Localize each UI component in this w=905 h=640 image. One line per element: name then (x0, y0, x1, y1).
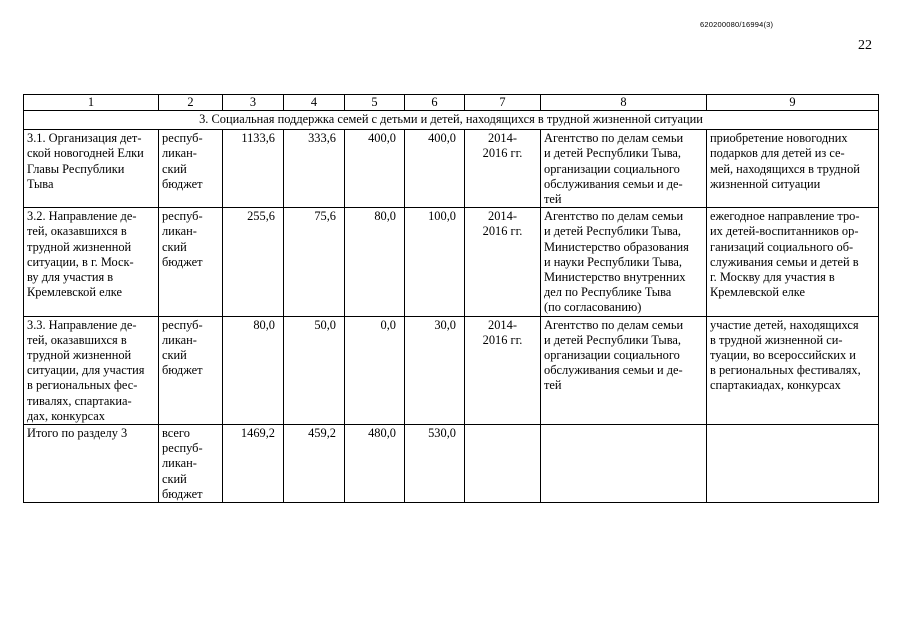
executors: Агентство по делам семьи и детей Республики Тыва, организации социального обслуживания семьи и де- тей (541, 316, 707, 424)
amount-2016: 100,0 (405, 208, 465, 316)
total-amount: 80,0 (223, 316, 284, 424)
amount-2015: 80,0 (345, 208, 405, 316)
amount-2015: 0,0 (345, 316, 405, 424)
column-number: 8 (541, 95, 707, 111)
amount-2014: 75,6 (284, 208, 345, 316)
executors (541, 425, 707, 503)
program-table (23, 94, 879, 503)
period: 2014- 2016 гг. (465, 130, 541, 208)
total-amount: 1469,2 (223, 425, 284, 503)
document-code: 620200080/16994(3) (700, 20, 774, 29)
executors: Агентство по делам семьи и детей Республики Тыва, организации социального обслуживания семьи и де- тей (541, 130, 707, 208)
expected-result: участие детей, находящихся в трудной жизненной си- туации, во всероссийских и в региональных фестивалях, спартакиадах, конкурсах (707, 316, 879, 424)
amount-2016: 30,0 (405, 316, 465, 424)
expected-result: приобретение новогодних подарков для детей из се- мей, находящихся в трудной жизненной ситуации (707, 130, 879, 208)
period (465, 425, 541, 503)
measure-name: Итого по разделу 3 (24, 425, 159, 503)
measure-name: 3.3. Направление де- тей, оказавшихся в трудной жизненной ситуации, для участия в региональных фес- тивалях, спартакиа- дах, конкурсах (24, 316, 159, 424)
column-number: 2 (159, 95, 223, 111)
measure-name: 3.2. Направление де- тей, оказавшихся в трудной жизненной ситуации, в г. Моск- ву для участия в Кремлевской елке (24, 208, 159, 316)
funding-source: респуб- ликан- ский бюджет (159, 208, 223, 316)
page-number: 22 (858, 38, 872, 53)
amount-2015: 480,0 (345, 425, 405, 503)
column-number: 4 (284, 95, 345, 111)
total-row (24, 425, 879, 503)
section-row (24, 111, 879, 130)
column-number: 6 (405, 95, 465, 111)
amount-2014: 333,6 (284, 130, 345, 208)
executors: Агентство по делам семьи и детей Республики Тыва, Министерство образования и науки Республики Тыва, Министерство внутренних дел по Республике Тыва (по согласованию) (541, 208, 707, 316)
funding-source: респуб- ликан- ский бюджет (159, 316, 223, 424)
expected-result (707, 425, 879, 503)
period: 2014- 2016 гг. (465, 316, 541, 424)
column-number: 7 (465, 95, 541, 111)
funding-source: респуб- ликан- ский бюджет (159, 130, 223, 208)
amount-2014: 459,2 (284, 425, 345, 503)
period: 2014- 2016 гг. (465, 208, 541, 316)
total-amount: 255,6 (223, 208, 284, 316)
table-row (24, 208, 879, 316)
total-amount: 1133,6 (223, 130, 284, 208)
amount-2016: 530,0 (405, 425, 465, 503)
amount-2015: 400,0 (345, 130, 405, 208)
column-number: 3 (223, 95, 284, 111)
amount-2014: 50,0 (284, 316, 345, 424)
section-title: 3. Социальная поддержка семей с детьми и детей, находящихся в трудной жизненной ситуации (24, 111, 879, 130)
column-number: 9 (707, 95, 879, 111)
expected-result: ежегодное направление тро- их детей-воспитанников ор- ганизаций социального об- служивания семьи и детей в г. Москву для участия в Кремлевской елке (707, 208, 879, 316)
column-number-row (24, 95, 879, 111)
column-number: 5 (345, 95, 405, 111)
funding-source: всего респуб- ликан- ский бюджет (159, 425, 223, 503)
amount-2016: 400,0 (405, 130, 465, 208)
measure-name: 3.1. Организация дет- ской новогодней Елки Главы Республики Тыва (24, 130, 159, 208)
column-number: 1 (24, 95, 159, 111)
table-row (24, 130, 879, 208)
table-row (24, 316, 879, 424)
